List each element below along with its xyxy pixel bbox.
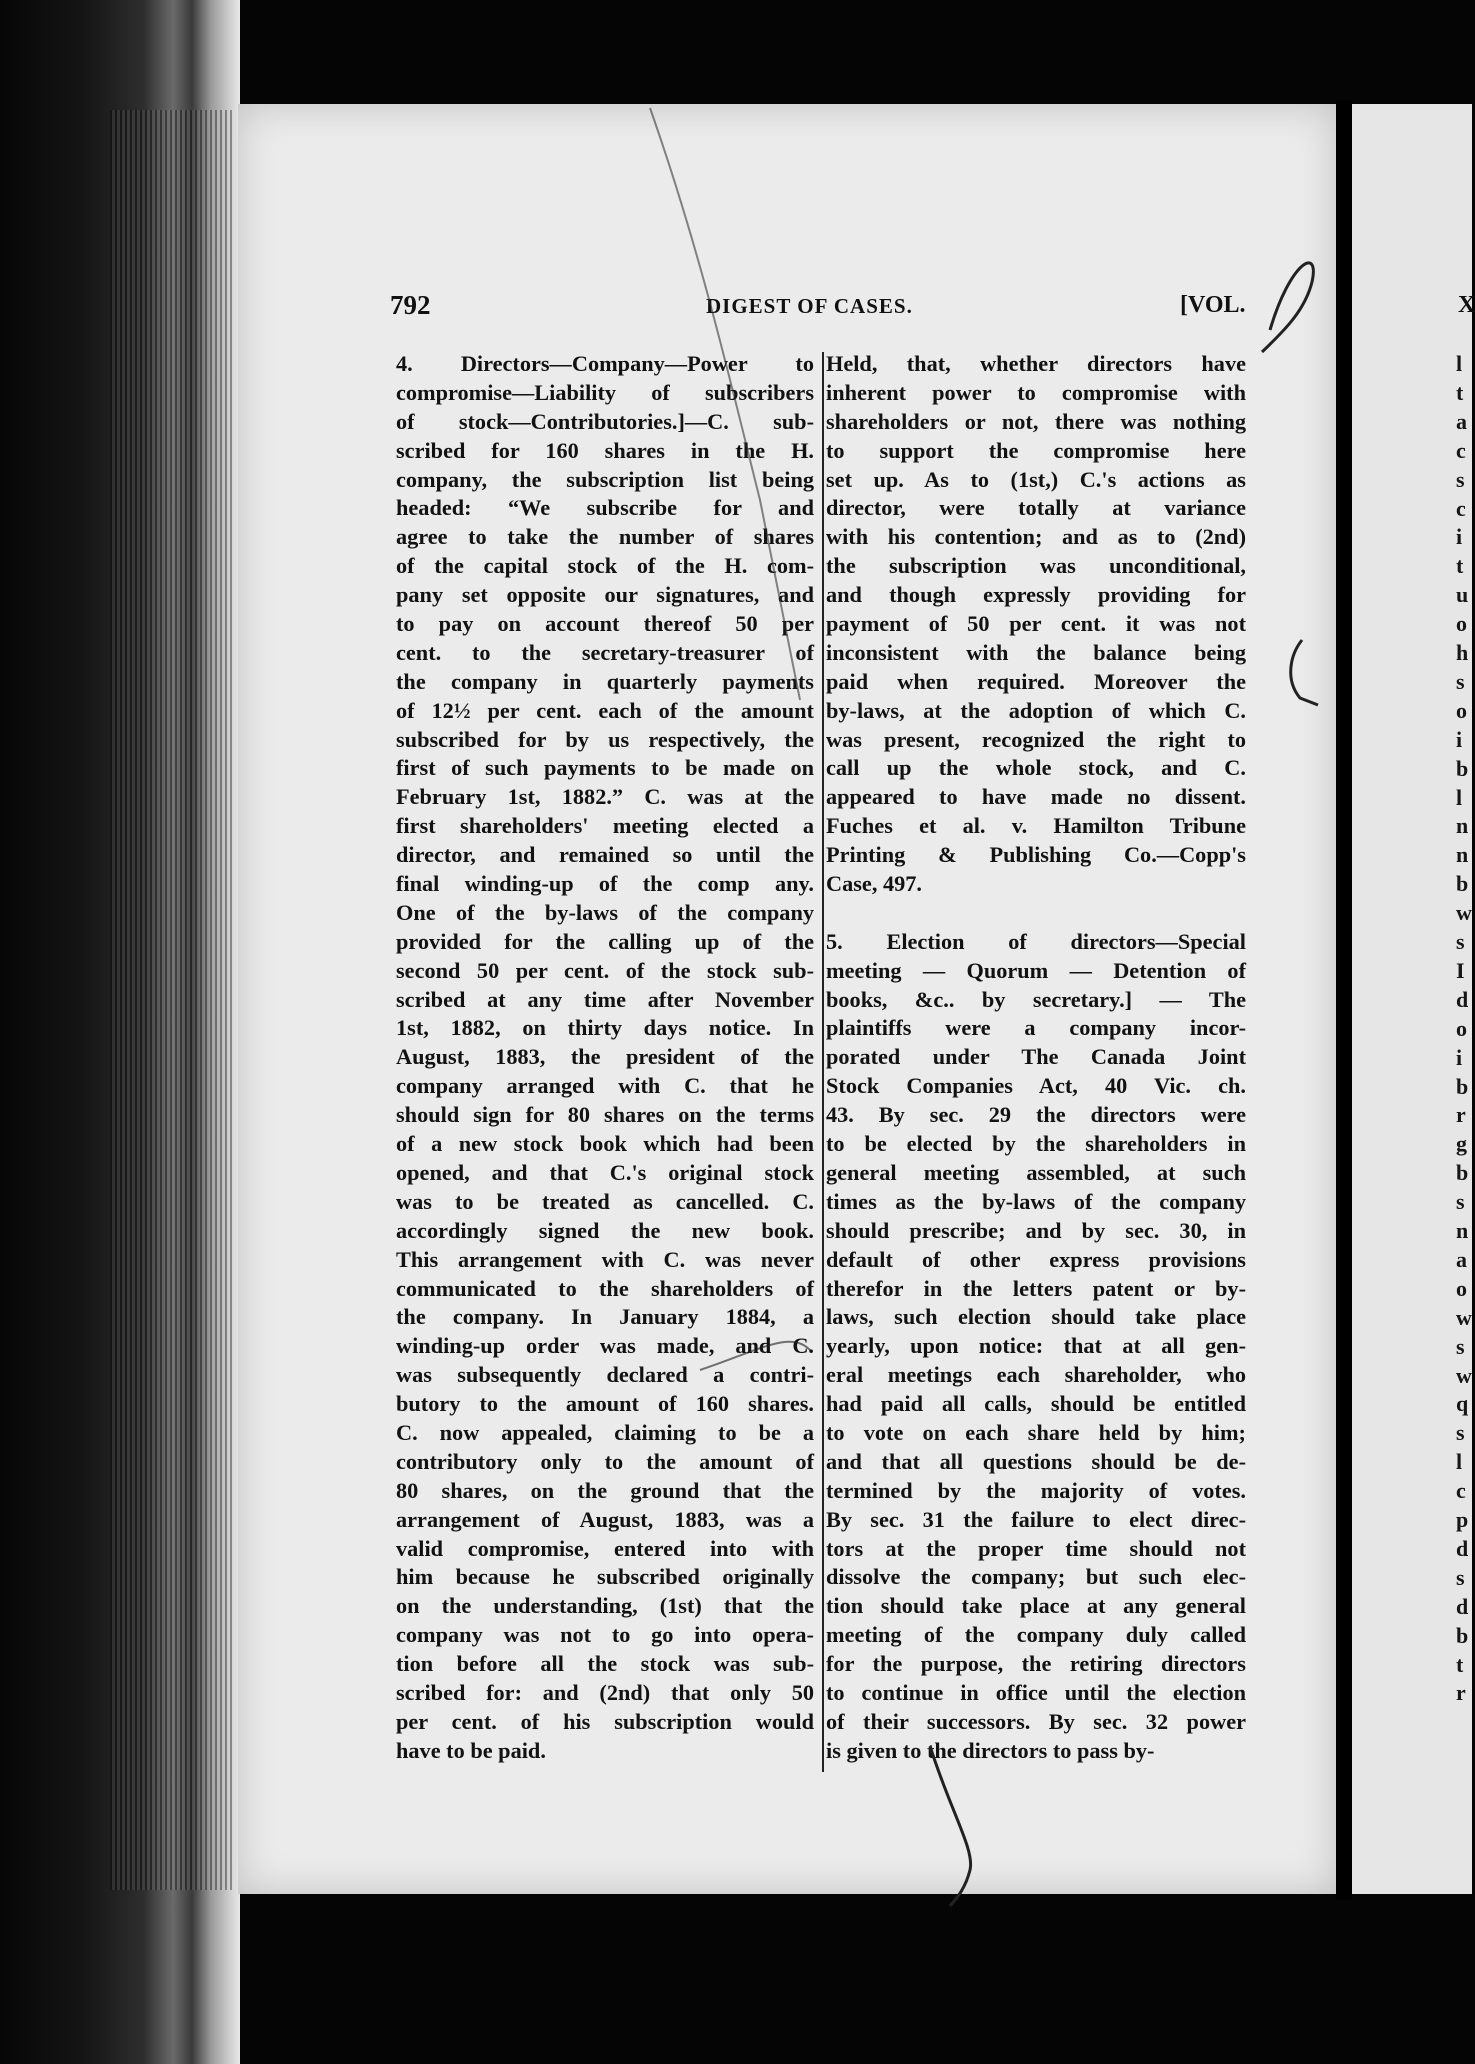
text-line: butory to the amount of 160 shares. (396, 1391, 814, 1417)
next-page-fragment: p (1456, 1507, 1469, 1532)
text-line: cent. to the secretary-treasurer of (396, 639, 814, 665)
text-line: therefor in the letters patent or by- (826, 1275, 1246, 1301)
text-line: company was not to go into opera- (396, 1622, 814, 1648)
next-page-fragment: n (1456, 1218, 1469, 1243)
text-line: tors at the proper time should not (826, 1535, 1246, 1561)
text-line: was subsequently declared a contri- (396, 1362, 814, 1388)
text-line: valid compromise, entered into with (396, 1535, 814, 1561)
text-line: 80 shares, on the ground that the (396, 1477, 814, 1503)
next-page-fragment: w (1456, 900, 1472, 926)
next-page-fragment: n (1456, 842, 1469, 868)
text-line: tion should take place at any general (826, 1593, 1246, 1619)
page-header (0, 290, 1472, 330)
next-page-fragment: i (1456, 726, 1463, 752)
text-line: Printing & Publishing Co.—Copp's (826, 842, 1246, 868)
next-page-fragment: l (1456, 351, 1463, 376)
next-page-fragment: s (1456, 1333, 1465, 1359)
next-page-fragment: t (1456, 379, 1464, 405)
text-line: headed: “We subscribe for and (396, 495, 814, 521)
text-line: the company in quarterly payments (396, 668, 814, 694)
text-line: yearly, upon notice: that at all gen- (826, 1333, 1246, 1359)
next-page-fragment: i (1456, 1044, 1463, 1070)
text-line: pany set opposite our signatures, and (396, 582, 814, 608)
text-line: subscribed for by us respectively, the (396, 726, 814, 752)
next-page-fragment: s (1456, 1564, 1465, 1590)
next-page-fragment: o (1456, 611, 1467, 637)
text-line: termined by the majority of votes. (826, 1477, 1246, 1503)
text-line: him because he subscribed originally (396, 1564, 814, 1590)
text-line: scribed for 160 shares in the H. (396, 437, 814, 463)
next-page-fragment: q (1456, 1391, 1469, 1417)
text-line: By sec. 31 the failure to elect direc- (826, 1506, 1246, 1532)
text-line: to be elected by the shareholders in (826, 1131, 1246, 1157)
text-line: winding-up order was made, and C. (396, 1333, 814, 1359)
text-line: 1st, 1882, on thirty days notice. In (396, 1015, 814, 1041)
next-page-header: X (1458, 292, 1475, 318)
next-page-fragment: l (1456, 784, 1463, 810)
text-line: times as the by-laws of the company (826, 1188, 1246, 1214)
text-line: was present, recognized the right to (826, 726, 1246, 752)
volume-label: [VOL. (1180, 292, 1246, 318)
next-page-fragment: s (1456, 466, 1465, 492)
page-number: 792 (390, 290, 431, 320)
text-line: One of the by-laws of the company (396, 899, 814, 925)
next-page-fragment: g (1456, 1131, 1467, 1157)
text-line: paid when required. Moreover the (826, 668, 1246, 694)
text-line: is given to the directors to pass by- (826, 1737, 1155, 1763)
text-line: director, were totally at variance (826, 495, 1246, 521)
next-page-fragment: o (1456, 697, 1467, 723)
next-page-fragment: n (1456, 813, 1469, 839)
text-line: should prescribe; and by sec. 30, in (826, 1217, 1246, 1243)
text-line: set up. As to (1st,) C.'s actions as (826, 466, 1246, 492)
text-line: payment of 50 per cent. it was not (826, 611, 1246, 637)
right-column (826, 350, 1246, 1766)
text-line: company, the subscription list being (396, 466, 814, 492)
text-line: first of such payments to be made on (396, 755, 814, 781)
text-line: and though expressly providing for (826, 582, 1246, 608)
text-line: by-laws, at the adoption of which C. (826, 697, 1246, 723)
column-rule (822, 352, 824, 1772)
text-line: of their successors. By sec. 32 power (826, 1708, 1246, 1734)
next-page-fragment: I (1456, 957, 1465, 983)
page-edges (110, 110, 235, 1890)
text-line: C. now appealed, claiming to be a (396, 1419, 814, 1445)
text-line: default of other express provisions (826, 1246, 1246, 1272)
next-page-fragment: l (1456, 1449, 1463, 1475)
text-line: 43. By sec. 29 the directors were (826, 1102, 1246, 1128)
text-line: had paid all calls, should be entitled (826, 1391, 1246, 1417)
text-line: inherent power to compromise with (826, 379, 1246, 405)
next-page-fragment: c (1456, 1478, 1466, 1504)
text-line: contributory only to the amount of (396, 1448, 814, 1474)
next-page-fragment: s (1456, 668, 1465, 694)
text-line: plaintiffs were a company incor- (826, 1015, 1246, 1041)
text-line (826, 899, 1246, 928)
text-line: to support the compromise here (826, 437, 1246, 463)
text-line: communicated to the shareholders of (396, 1275, 814, 1301)
text-line: per cent. of his subscription would (396, 1708, 814, 1734)
text-line: and that all questions should be de- (826, 1448, 1246, 1474)
text-line: the subscription was unconditional, (826, 553, 1246, 579)
text-line: scribed for: and (2nd) that only 50 (396, 1679, 814, 1705)
next-page-fragment: o (1456, 1275, 1467, 1301)
text-line: first shareholders' meeting elected a (396, 813, 814, 839)
text-line: February 1st, 1882.” C. was at the (396, 784, 814, 810)
next-page-fragment: h (1456, 640, 1469, 665)
text-line: porated under The Canada Joint (826, 1044, 1246, 1070)
next-page-fragment: i (1456, 524, 1463, 550)
next-page-fragment: a (1456, 408, 1467, 434)
text-line: eral meetings each shareholder, who (826, 1362, 1246, 1388)
next-page-fragment: w (1456, 1304, 1472, 1330)
text-line: Stock Companies Act, 40 Vic. ch. (826, 1073, 1246, 1099)
text-line: on the understanding, (1st) that the (396, 1593, 814, 1619)
text-line: of the capital stock of the H. com- (396, 553, 814, 579)
text-line: compromise—Liability of subscribers (396, 379, 814, 405)
next-page-edge (1352, 104, 1472, 1894)
running-title: DIGEST OF CASES. (706, 294, 913, 318)
text-line: appeared to have made no dissent. (826, 784, 1246, 810)
text-line: final winding-up of the comp any. (396, 871, 814, 897)
next-page-fragment: o (1456, 1015, 1467, 1041)
next-page-fragment: b (1456, 1160, 1469, 1186)
text-line: to continue in office until the election (826, 1679, 1246, 1705)
next-page-fragment: b (1456, 1073, 1469, 1099)
text-line: This arrangement with C. was never (396, 1246, 814, 1272)
text-line: dissolve the company; but such elec- (826, 1564, 1246, 1590)
text-line: of 12½ per cent. each of the amount (396, 697, 814, 723)
text-line: 4. Directors—Company—Power to (396, 351, 814, 376)
text-line: scribed at any time after November (396, 986, 814, 1012)
text-line: director, and remained so until the (396, 842, 814, 868)
next-page-fragment: c (1456, 495, 1466, 521)
text-line: meeting of the company duly called (826, 1622, 1246, 1648)
text-line: Fuches et al. v. Hamilton Tribune (826, 813, 1246, 839)
text-line: to vote on each share held by him; (826, 1419, 1246, 1445)
next-page-fragment: c (1456, 437, 1466, 463)
text-line: second 50 per cent. of the stock sub- (396, 957, 814, 983)
text-line: call up the whole stock, and C. (826, 755, 1246, 781)
text-line: was to be treated as cancelled. C. (396, 1188, 814, 1214)
text-line: Held, that, whether directors have (826, 351, 1246, 376)
next-page-fragment: r (1456, 1680, 1466, 1706)
text-line: provided for the calling up of the (396, 928, 814, 954)
binding-gutter (1336, 100, 1352, 1900)
text-line: opened, and that C.'s original stock (396, 1159, 814, 1185)
text-line: accordingly signed the new book. (396, 1217, 814, 1243)
next-page-fragment: w (1456, 1362, 1472, 1388)
text-line: of stock—Contributories.]—C. sub- (396, 408, 814, 434)
text-line: shareholders or not, there was nothing (826, 408, 1246, 434)
next-page-fragment: u (1456, 582, 1469, 608)
next-page-fragment: b (1456, 871, 1469, 897)
text-line: laws, such election should take place (826, 1304, 1246, 1330)
text-line: company arranged with C. that he (396, 1073, 814, 1099)
text-line: meeting — Quorum — Detention of (826, 957, 1246, 983)
text-line: with his contention; and as to (2nd) (826, 524, 1246, 550)
text-line: agree to take the number of shares (396, 524, 814, 550)
next-page-fragment: t (1456, 553, 1464, 579)
next-page-fragment: s (1456, 929, 1465, 954)
text-line: should sign for 80 shares on the terms (396, 1102, 814, 1128)
next-page-fragment: b (1456, 1622, 1469, 1648)
text-line: of a new stock book which had been (396, 1131, 814, 1157)
text-line: to pay on account thereof 50 per (396, 611, 814, 637)
text-line: Case, 497. (826, 871, 922, 897)
left-column (396, 350, 814, 1766)
next-page-fragment: b (1456, 755, 1469, 781)
next-page-fragment: d (1456, 1535, 1469, 1561)
next-page-fragment: s (1456, 1420, 1465, 1446)
text-line: 5. Election of directors—Special (826, 928, 1246, 954)
next-page-fragment: a (1456, 1246, 1467, 1272)
text-line: tion before all the stock was sub- (396, 1651, 814, 1677)
next-page-fragment: s (1456, 1189, 1465, 1215)
next-page-fragment: r (1456, 1102, 1466, 1128)
text-line: books, &c.. by secretary.] — The (826, 986, 1246, 1012)
text-line: have to be paid. (396, 1737, 546, 1763)
next-page-fragment: d (1456, 986, 1469, 1012)
text-line: August, 1883, the president of the (396, 1044, 814, 1070)
text-line: inconsistent with the balance being (826, 639, 1246, 665)
text-line: arrangement of August, 1883, was a (396, 1506, 814, 1532)
text-line: general meeting assembled, at such (826, 1159, 1246, 1185)
text-line: for the purpose, the retiring directors (826, 1651, 1246, 1677)
text-line: the company. In January 1884, a (396, 1304, 814, 1330)
next-page-fragment: t (1456, 1651, 1464, 1677)
next-page-fragment: d (1456, 1593, 1469, 1619)
